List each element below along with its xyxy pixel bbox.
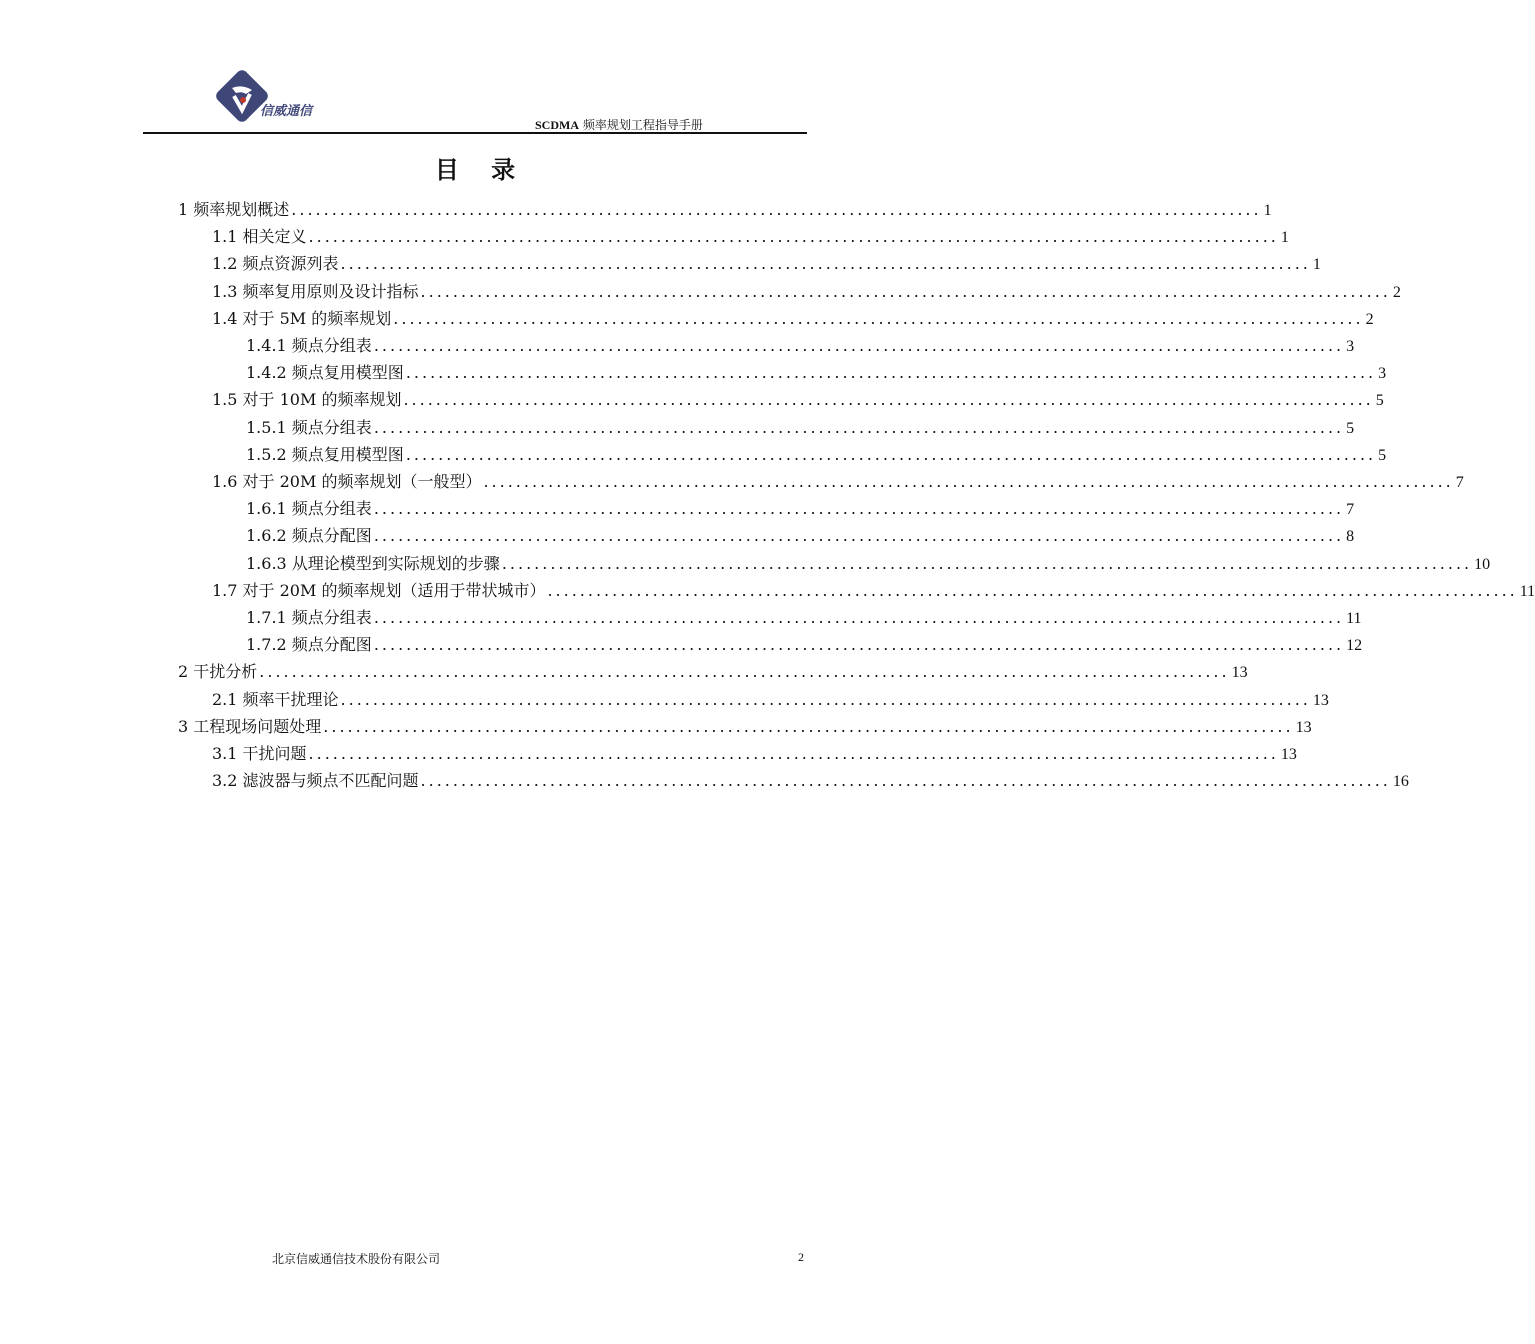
company-logo — [212, 66, 322, 128]
toc-entry-label: 3.1 干扰问题 — [212, 744, 307, 763]
toc-entry-page: 10 — [1474, 555, 1491, 573]
toc-entry-label: 1.2 频点资源列表 — [212, 254, 339, 274]
header-title-product: SCDMA — [535, 118, 579, 132]
toc-entry-page: 7 — [1455, 474, 1464, 491]
toc-entry[interactable] — [212, 278, 1401, 305]
toc-entry[interactable] — [178, 658, 1248, 685]
toc-entry-page: 1 — [1312, 256, 1321, 274]
toc-entry-page: 16 — [1392, 773, 1409, 791]
toc-leader-dots: ........................................................................................................................ — [501, 553, 1473, 573]
toc-leader-dots: ........................................................................................................................ — [340, 254, 1311, 274]
toc-entry-page: 3 — [1346, 338, 1355, 355]
toc-entry-label: 1.6 对于 20M 的频率规划（一般型） — [212, 472, 482, 491]
toc-entry-label: 2.1 频率干扰理论 — [212, 689, 339, 709]
header-title-text: 频率规划工程指导手册 — [579, 118, 703, 132]
toc-entry-page: 1 — [1263, 202, 1272, 219]
toc-leader-dots: ........................................................................................................................ — [308, 744, 1279, 763]
toc-leader-dots: ........................................................................................................................ — [405, 363, 1377, 383]
logo-text: 信威通信 — [260, 104, 313, 119]
toc-leader-dots: ........................................................................................................................ — [405, 444, 1377, 464]
toc-entry-label: 1.6.3 从理论模型到实际规划的步骤 — [246, 553, 500, 573]
toc-entry-page: 7 — [1346, 501, 1355, 519]
toc-entry-page: 13 — [1312, 691, 1329, 709]
toc-entry-page: 2 — [1365, 310, 1374, 328]
toc-leader-dots: ........................................................................................................................ — [323, 716, 1294, 736]
toc-entry[interactable] — [212, 468, 1464, 495]
toc-leader-dots: ........................................................................................................................ — [373, 417, 1345, 437]
toc-entry-label: 1.4 对于 5M 的频率规划 — [212, 308, 392, 328]
toc-leader-dots: ........................................................................................................................ — [373, 526, 1345, 546]
toc-leader-dots: ........................................................................................................................ — [373, 336, 1345, 355]
toc-entry[interactable] — [212, 686, 1329, 713]
toc-leader-dots: ........................................................................................................................ — [340, 689, 1311, 709]
toc-entry-page: 8 — [1346, 528, 1355, 546]
header-divider — [143, 132, 807, 134]
document-header-title — [535, 116, 703, 133]
toc-entry-page: 1 — [1280, 229, 1289, 247]
toc-entry-label: 1.5 对于 10M 的频率规划 — [212, 390, 402, 410]
toc-entry[interactable] — [212, 250, 1321, 277]
toc-leader-dots: ........................................................................................................................ — [308, 227, 1279, 247]
toc-entry-label: 1 频率规划概述 — [178, 200, 290, 219]
toc-entry-page: 13 — [1231, 664, 1248, 682]
toc-entry-page: 11 — [1519, 582, 1535, 600]
toc-entry[interactable] — [246, 359, 1387, 386]
toc-entry[interactable] — [246, 332, 1355, 359]
toc-entry-label: 1.3 频率复用原则及设计指标 — [212, 281, 419, 301]
toc-leader-dots: ........................................................................................................................ — [420, 281, 1391, 301]
toc-leader-dots: ........................................................................................................................ — [373, 608, 1345, 627]
toc-heading: 目 录 — [434, 155, 528, 184]
toc-entry[interactable] — [246, 604, 1362, 631]
toc-entry[interactable] — [246, 441, 1387, 468]
toc-entry-page: 11 — [1346, 610, 1362, 627]
toc-entry-label: 1.5.2 频点复用模型图 — [246, 444, 404, 464]
toc-entry-page: 5 — [1346, 419, 1355, 437]
toc-entry-label: 2 干扰分析 — [178, 662, 258, 682]
footer-company: 北京信威通信技术股份有限公司 — [272, 1252, 441, 1266]
toc-entry-page: 5 — [1378, 446, 1387, 464]
toc-entry-page: 2 — [1392, 283, 1401, 301]
toc-leader-dots: ........................................................................................................................ — [393, 308, 1364, 328]
toc-entry[interactable] — [212, 767, 1409, 794]
footer-page-number: 2 — [798, 1250, 804, 1264]
toc-entry-label: 1.6.2 频点分配图 — [246, 526, 372, 546]
toc-leader-dots: ........................................................................................................................ — [403, 390, 1374, 410]
toc-leader-dots: ........................................................................................................................ — [420, 771, 1391, 791]
toc-entry[interactable] — [212, 740, 1297, 767]
toc-entry[interactable] — [246, 414, 1355, 441]
toc-entry[interactable] — [246, 522, 1355, 549]
toc-entry-label: 3 工程现场问题处理 — [178, 716, 322, 736]
toc-entry-label: 1.6.1 频点分组表 — [246, 499, 372, 519]
toc-entry-label: 1.4.2 频点复用模型图 — [246, 363, 404, 383]
toc-entry-page: 5 — [1375, 392, 1384, 410]
toc-entry[interactable] — [212, 386, 1384, 413]
toc-entry[interactable] — [246, 495, 1355, 522]
toc-entry-label: 1.5.1 频点分组表 — [246, 417, 372, 437]
toc-entry-label: 1.7 对于 20M 的频率规划（适用于带状城市） — [212, 580, 546, 600]
toc-entry[interactable] — [212, 305, 1374, 332]
toc-entry-label: 1.7.1 频点分组表 — [246, 608, 372, 627]
toc-leader-dots: ........................................................................................................................ — [483, 472, 1454, 491]
toc-leader-dots: ........................................................................................................................ — [547, 580, 1518, 600]
toc-entry[interactable] — [212, 223, 1289, 250]
toc-entry[interactable] — [212, 577, 1535, 604]
toc-entry-page: 12 — [1346, 637, 1363, 655]
toc-entry[interactable] — [246, 550, 1491, 577]
toc-entry-label: 1.1 相关定义 — [212, 227, 307, 247]
toc-entry-page: 13 — [1295, 718, 1312, 736]
toc-leader-dots: ........................................................................................................................ — [291, 200, 1262, 219]
toc-entry-page: 13 — [1280, 746, 1297, 763]
toc-entry-label: 1.7.2 频点分配图 — [246, 635, 372, 655]
toc-leader-dots: ........................................................................................................................ — [373, 499, 1345, 519]
toc-entry-label: 1.4.1 频点分组表 — [246, 336, 372, 355]
toc-entry[interactable] — [178, 713, 1312, 740]
toc-entry[interactable] — [178, 196, 1272, 223]
toc-entry-page: 3 — [1378, 365, 1387, 383]
toc-leader-dots: ........................................................................................................................ — [259, 662, 1230, 682]
toc-entry-label: 3.2 滤波器与频点不匹配问题 — [212, 771, 419, 791]
toc-entry[interactable] — [246, 631, 1363, 658]
toc-leader-dots: ........................................................................................................................ — [373, 635, 1345, 655]
